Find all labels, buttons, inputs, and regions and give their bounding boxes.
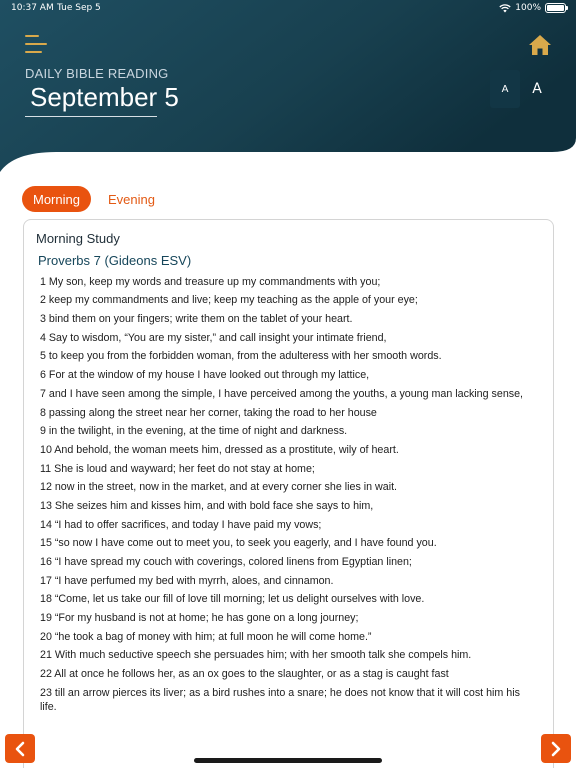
verse-item: 7 and I have seen among the simple, I have perceived among the youths, a young man lacking sense, (40, 387, 524, 400)
verse-item: 10 And behold, the woman meets him, dressed as a prostitute, wily of heart. (40, 443, 399, 456)
verse-item: 21 With much seductive speech she persuades him; with her smooth talk she compels him. (40, 649, 472, 662)
font-size-small-button[interactable]: A (490, 70, 520, 108)
verse-item: 4 Say to wisdom, “You are my sister,” and call insight your intimate friend, (40, 331, 387, 344)
chevron-left-icon (13, 741, 27, 757)
verse-item: 6 For at the window of my house I have looked out through my lattice, (40, 369, 370, 382)
verse-item: 14 “I had to offer sacrifices, and today I have paid my vows; (40, 518, 322, 531)
home-indicator (194, 758, 382, 763)
tab-evening[interactable]: Evening (107, 191, 155, 207)
hamburger-menu-icon[interactable] (25, 35, 47, 53)
wifi-icon (499, 4, 511, 13)
status-date: Tue Sep 5 (57, 3, 101, 13)
tab-morning[interactable]: Morning (22, 186, 91, 212)
study-card (23, 219, 554, 768)
verse-item: 12 now in the street, now in the market, and at every corner she lies in wait. (40, 481, 398, 494)
verse-item: 1 My son, keep my words and treasure up my commandments with you; (40, 275, 381, 288)
verse-list (40, 270, 535, 714)
previous-day-button[interactable] (5, 734, 35, 763)
verse-item: 16 “I have spread my couch with coverings, colored linens from Egyptian linen; (40, 556, 412, 568)
verse-item: 13 She seizes him and kisses him, and with bold face she says to him, (40, 499, 374, 512)
verse-item: 5 to keep you from the forbidden woman, from the adulteress with her smooth words. (40, 350, 442, 363)
status-bar (0, 3, 576, 17)
verse-item: 2 keep my commandments and live; keep my teaching as the apple of your eye; (40, 294, 418, 307)
battery-icon (545, 3, 566, 13)
study-title: Morning Study (36, 231, 120, 246)
title-underline (25, 116, 157, 117)
session-tabs (22, 186, 166, 212)
verse-item: 20 “he took a bag of money with him; at full moon he will come home.” (40, 630, 372, 643)
page-title: September 5 (30, 82, 179, 112)
verse-item: 3 bind them on your fingers; write them on the tablet of your heart. (40, 313, 353, 326)
page-subtitle: DAILY BIBLE READING (25, 66, 169, 81)
font-size-large-button[interactable]: A (532, 81, 542, 97)
chevron-right-icon (549, 741, 563, 757)
next-day-button[interactable] (541, 734, 571, 763)
status-time: 10:37 AM (11, 3, 54, 13)
verse-item: 23 till an arrow pierces its liver; as a bird rushes into a snare; he does not know that it will cost him his life. (40, 686, 520, 713)
header (0, 0, 576, 180)
verse-item: 15 “so now I have come out to meet you, to seek you eagerly, and I have found you. (40, 537, 437, 550)
verse-item: 22 All at once he follows her, as an ox goes to the slaughter, or as a stag is caught fast (40, 668, 449, 681)
verse-item: 17 “I have perfumed my bed with myrrh, aloes, and cinnamon. (40, 574, 334, 587)
home-icon[interactable] (528, 34, 552, 56)
verse-item: 8 passing along the street near her corner, taking the road to her house (40, 406, 377, 419)
passage-reference[interactable]: Proverbs 7 (Gideons ESV) (38, 253, 192, 268)
verse-item: 18 “Come, let us take our fill of love till morning; let us delight ourselves with love. (40, 593, 425, 606)
battery-percent: 100% (515, 3, 541, 13)
verse-item: 9 in the twilight, in the evening, at the time of night and darkness. (40, 425, 348, 438)
status-right (499, 3, 566, 13)
verse-item: 19 “For my husband is not at home; he has gone on a long journey; (40, 612, 359, 625)
verse-item: 11 She is loud and wayward; her feet do not stay at home; (40, 462, 315, 475)
